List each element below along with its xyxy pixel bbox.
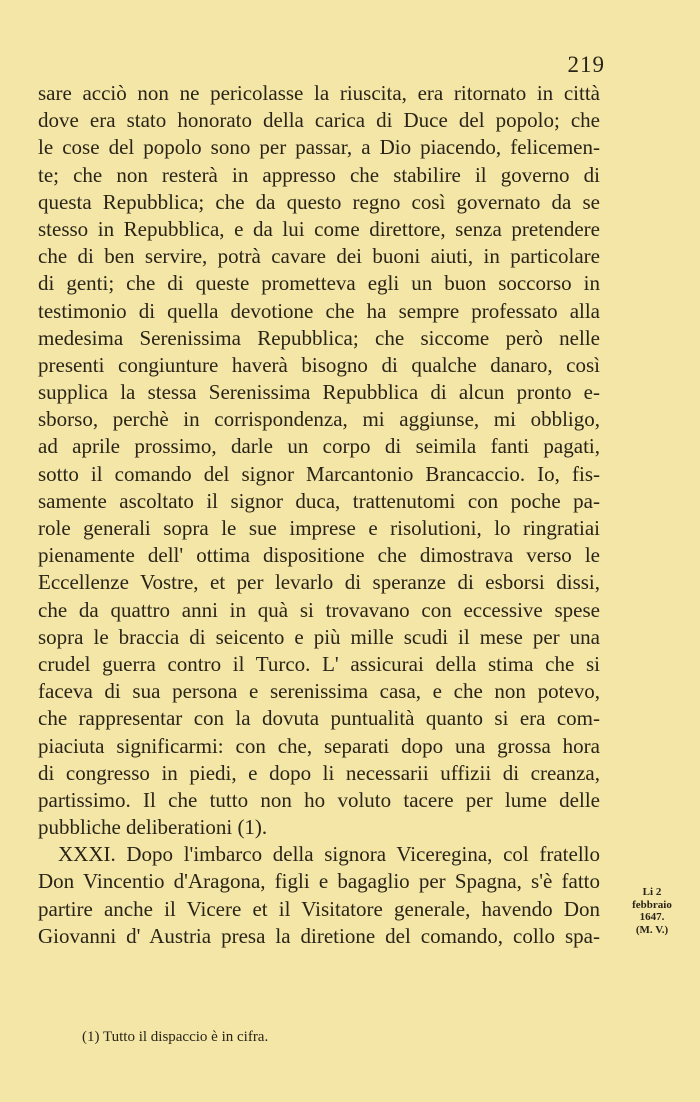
text-line: medesima Serenissima Repubblica; che siccome però nelle: [38, 325, 600, 350]
margin-note-line: febbraio: [632, 898, 672, 911]
text-line: sborso, perchè in corrispondenza, mi aggiunse, mi obbligo,: [38, 407, 600, 432]
text-line: stesso in Repubblica, e da lui come direttore, senza pretendere: [38, 216, 600, 241]
text-line: pienamente dell' ottima dispositione che dimostrava verso le: [38, 543, 600, 568]
margin-date-note: [617, 886, 687, 936]
margin-note-line: 1647.: [639, 911, 665, 923]
text-line: faceva di sua persona e serenissima casa, e che non potevo,: [38, 679, 600, 704]
text-line: te; che non resterà in appresso che stabilire il governo di: [38, 162, 600, 187]
text-line: questa Repubblica; che da questo regno così governato da se: [38, 189, 600, 214]
text-line: che rappresentar con la dovuta puntualità quanto si era com-: [38, 706, 600, 731]
body-text: [38, 80, 600, 950]
text-line: Eccellenze Vostre, et per levarlo di speranze di esborsi dissi,: [38, 570, 600, 595]
margin-note-line: (M. V.): [635, 923, 669, 936]
text-line: Don Vincentio d'Aragona, figli e bagaglio per Spagna, s'è fatto: [38, 869, 600, 894]
text-line: partire anche il Vicere et il Visitatore generale, havendo Don: [38, 896, 600, 921]
section-start-line: XXXI. Dopo l'imbarco della signora Viceregina, col fratello: [58, 842, 600, 867]
text-line: di genti; che di queste prometteva egli un buon soccorso in: [38, 271, 600, 296]
text-line: crudel guerra contro il Turco. L' assicurai della stima che si: [38, 651, 600, 676]
text-line: che da quattro anni in quà si trovavano con eccessive spese: [38, 597, 600, 622]
text-line: sopra le braccia di seicento e più mille scudi il mese per una: [38, 624, 600, 649]
text-line: testimonio di quella devotione che ha sempre professato alla: [38, 298, 600, 323]
text-line: samente ascoltato il signor duca, trattenutomi con poche pa-: [38, 488, 600, 513]
text-line: supplica la stessa Serenissima Repubblica di alcun pronto e-: [38, 380, 600, 405]
text-line: role generali sopra le sue imprese e risolutioni, lo ringratiai: [38, 516, 600, 540]
text-line: di congresso in piedi, e dopo li necessarii uffizii di creanza,: [38, 760, 600, 785]
text-line: le cose del popolo sono per passar, a Dio piacendo, felicemen-: [38, 135, 600, 160]
text-line: sotto il comando del signor Marcantonio Brancaccio. Io, fis-: [38, 461, 600, 486]
text-line: sare acciò non ne pericolasse la riuscita, era ritornato in città: [38, 81, 600, 105]
footnote: (1) Tutto il dispaccio è in cifra.: [82, 1029, 269, 1045]
text-line: pubbliche deliberationi (1).: [38, 815, 268, 840]
text-line: dove era stato honorato della carica di Duce del popolo; che: [38, 108, 600, 133]
text-line: che di ben servire, potrà cavare dei buoni aiuti, in particolare: [38, 244, 600, 269]
page-number: 219: [567, 52, 605, 77]
text-line: presenti congiunture haverà bisogno di qualche danaro, così: [38, 352, 600, 377]
text-line: piaciuta significarmi: con che, separati dopo una grossa hora: [38, 733, 600, 758]
text-line: ad aprile prossimo, darle un corpo di seimila fanti pagati,: [38, 434, 600, 459]
text-line: partissimo. Il che tutto non ho voluto tacere per lume delle: [38, 787, 600, 812]
margin-note-line: Li 2: [642, 886, 662, 898]
text-line: Giovanni d' Austria presa la diretione del comando, collo spa-: [38, 923, 600, 948]
